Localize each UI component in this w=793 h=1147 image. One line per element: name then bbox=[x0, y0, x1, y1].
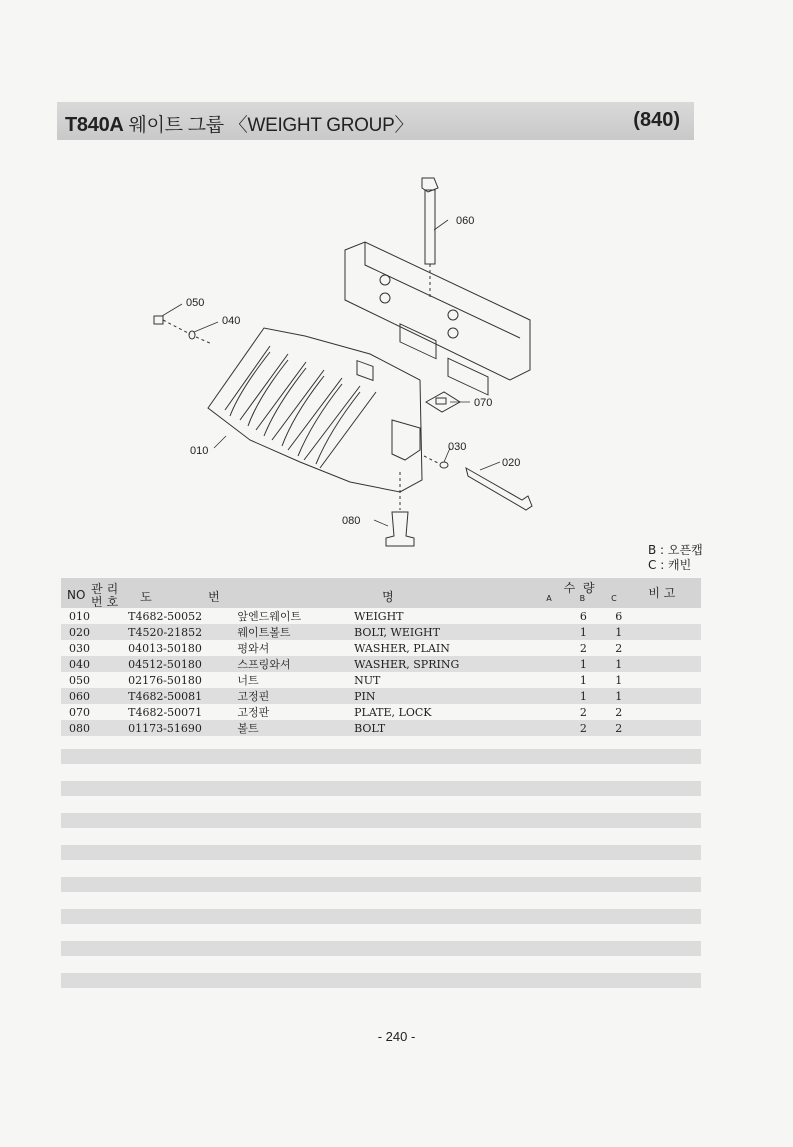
row-code: 02176-50180 bbox=[128, 673, 202, 687]
header-ref2: 번호 bbox=[91, 595, 123, 609]
empty-row-band bbox=[61, 845, 701, 860]
callout-050: 050 bbox=[186, 297, 205, 309]
table-row bbox=[61, 720, 701, 736]
row-note bbox=[638, 688, 701, 704]
row-korean-name: 볼트 bbox=[237, 720, 354, 736]
model-code: T840A bbox=[65, 114, 124, 136]
row-qty-c: 2 bbox=[615, 705, 623, 719]
table-row bbox=[61, 624, 701, 640]
row-note bbox=[638, 624, 701, 640]
empty-row-band bbox=[61, 813, 701, 828]
empty-row-band bbox=[61, 877, 701, 892]
row-no: 050 bbox=[69, 673, 90, 687]
empty-row-band bbox=[61, 781, 701, 796]
parts-table bbox=[61, 578, 701, 736]
row-qty-b: 1 bbox=[568, 688, 599, 704]
title-bar bbox=[57, 102, 694, 140]
row-note bbox=[638, 608, 701, 624]
header-a: A bbox=[546, 594, 552, 603]
row-qty-b: 2 bbox=[579, 705, 587, 719]
header-no-cell bbox=[61, 578, 128, 608]
table-row bbox=[61, 656, 701, 672]
callout-060: 060 bbox=[456, 215, 475, 227]
row-qty-a bbox=[540, 656, 567, 672]
row-korean-name: 웨이트볼트 bbox=[237, 624, 354, 640]
row-qty-b: 1 bbox=[568, 624, 599, 640]
row-qty-c: 2 bbox=[599, 720, 638, 736]
callout-030: 030 bbox=[448, 441, 467, 453]
row-qty-a bbox=[540, 688, 567, 704]
row-qty-b: 1 bbox=[568, 656, 599, 672]
row-english-name: PLATE, LOCK bbox=[354, 705, 432, 719]
header-c-cell bbox=[599, 578, 638, 608]
row-note bbox=[638, 656, 701, 672]
header-name2-cell bbox=[354, 578, 540, 608]
row-korean-name: 너트 bbox=[237, 674, 259, 687]
row-qty-c: 1 bbox=[599, 624, 638, 640]
empty-row-band bbox=[61, 941, 701, 956]
group-code: (840) bbox=[633, 109, 680, 131]
header-c: C bbox=[611, 594, 617, 603]
header-note-cell bbox=[638, 578, 701, 608]
front-weight-010-drawing bbox=[208, 328, 422, 492]
legend-b: B : 오픈캡 bbox=[648, 543, 703, 557]
callout-040: 040 bbox=[222, 315, 241, 327]
row-english-name: WEIGHT bbox=[354, 609, 404, 623]
row-korean-name: 고정핀 bbox=[237, 688, 354, 704]
row-qty-c: 2 bbox=[615, 641, 623, 655]
row-english-name: PIN bbox=[354, 688, 540, 704]
row-english-name: WASHER, PLAIN bbox=[354, 641, 450, 655]
header-b: B bbox=[579, 594, 586, 603]
row-no: 020 bbox=[61, 624, 128, 640]
table-row bbox=[61, 704, 701, 720]
row-english-name: NUT bbox=[354, 673, 381, 687]
leader-lines bbox=[162, 220, 500, 526]
row-code: T4682-50081 bbox=[128, 688, 237, 704]
exploded-parts-diagram bbox=[130, 170, 550, 550]
page-title bbox=[65, 110, 413, 137]
row-korean-name: 고정판 bbox=[237, 706, 270, 719]
row-code: 04512-50180 bbox=[128, 656, 237, 672]
row-qty-b: 2 bbox=[568, 720, 599, 736]
row-no: 010 bbox=[69, 609, 90, 623]
table-row bbox=[61, 608, 701, 624]
pin-060-drawing bbox=[422, 178, 438, 300]
row-qty-a bbox=[540, 704, 567, 720]
row-qty-c: 1 bbox=[599, 656, 638, 672]
empty-row-band bbox=[61, 909, 701, 924]
header-code2: 번 bbox=[208, 590, 220, 604]
row-no: 030 bbox=[69, 641, 90, 655]
legend-c: C : 캐빈 bbox=[648, 558, 692, 572]
row-qty-a bbox=[540, 640, 567, 656]
row-code: T4520-21852 bbox=[128, 624, 237, 640]
header-ref1: 관리 bbox=[91, 582, 123, 596]
empty-row-band bbox=[61, 749, 701, 764]
row-qty-b: 2 bbox=[579, 641, 587, 655]
row-english-name: WASHER, SPRING bbox=[354, 656, 540, 672]
header-b-cell bbox=[563, 578, 599, 608]
table-row bbox=[61, 640, 701, 656]
row-qty-c: 6 bbox=[615, 609, 623, 623]
callout-020: 020 bbox=[502, 457, 521, 469]
header-code-cell bbox=[128, 578, 237, 608]
header-note: 비 고 bbox=[648, 586, 676, 600]
row-note bbox=[638, 640, 701, 656]
row-no: 070 bbox=[69, 705, 90, 719]
row-no: 040 bbox=[61, 656, 128, 672]
row-no: 080 bbox=[61, 720, 128, 736]
row-english-name: BOLT bbox=[354, 720, 540, 736]
page-number: - 240 - bbox=[377, 1029, 416, 1044]
header-no: NO bbox=[67, 588, 86, 602]
nut-washer-drawing bbox=[154, 316, 212, 344]
header-code1: 도 bbox=[140, 590, 152, 604]
row-qty-b: 6 bbox=[579, 609, 587, 623]
row-no: 060 bbox=[61, 688, 128, 704]
row-note bbox=[638, 720, 701, 736]
row-code: 01173-51690 bbox=[128, 720, 237, 736]
row-english-name: BOLT, WEIGHT bbox=[354, 624, 540, 640]
row-qty-c: 1 bbox=[599, 688, 638, 704]
row-korean-name: 스프링와셔 bbox=[237, 656, 354, 672]
row-korean-name: 앞엔드웨이트 bbox=[237, 610, 302, 623]
header-name2: 명 bbox=[382, 590, 394, 604]
row-code: T4682-50052 bbox=[128, 609, 203, 623]
row-qty-a bbox=[540, 624, 567, 640]
row-qty-c: 1 bbox=[615, 673, 623, 687]
row-qty-a bbox=[540, 720, 567, 736]
table-row bbox=[61, 688, 701, 704]
row-korean-name: 평와셔 bbox=[237, 642, 270, 655]
table-header-row bbox=[61, 578, 701, 608]
callout-010: 010 bbox=[190, 445, 209, 457]
weight-frame-drawing bbox=[345, 242, 530, 395]
row-note bbox=[638, 672, 701, 688]
row-qty-a bbox=[540, 608, 567, 624]
callout-080: 080 bbox=[342, 515, 361, 527]
row-qty-a bbox=[540, 672, 567, 688]
table-row bbox=[61, 672, 701, 688]
group-title: 웨이트 그룹 〈WEIGHT GROUP〉 bbox=[128, 115, 414, 136]
empty-row-band bbox=[61, 973, 701, 988]
callout-070: 070 bbox=[474, 397, 493, 409]
header-qty: 수 량 bbox=[563, 581, 595, 595]
row-code: 04013-50180 bbox=[128, 641, 202, 655]
row-code: T4682-50071 bbox=[128, 705, 203, 719]
bolt-080-drawing bbox=[386, 472, 414, 546]
row-note bbox=[638, 704, 701, 720]
row-qty-b: 1 bbox=[579, 673, 587, 687]
header-name-cell bbox=[237, 578, 354, 608]
